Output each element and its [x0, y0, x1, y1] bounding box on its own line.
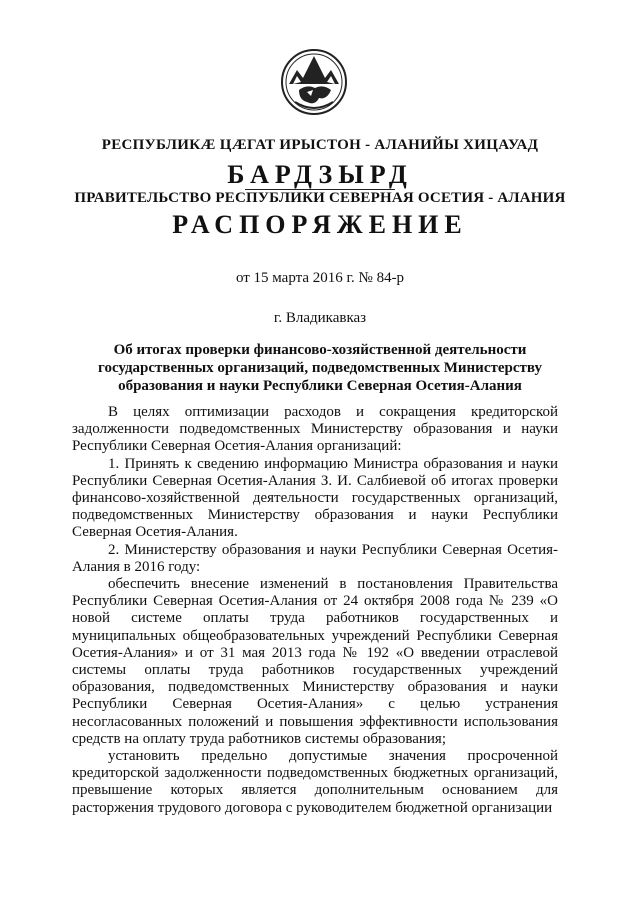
paragraph-item-2-subitem-1: обеспечить внесение изменений в постановления Правительства Республики Северная Осетия-Алания от 24 октября 2008 года № 239 «О новой системе оплаты труда работников государственных и муниципальных общеобразовательных учреждений Республики Северная Осетия-Алания» и от 31 мая 2013 года № 192 «О введении отраслевой системы оплаты труда работников государственных учреждений образования, подведомственных Министерству образования и науки Республики Северная Осетия-Алания» с целью устранения несогласованных положений и повышения эффективности использования средств на оплату труда работников системы образования;: [72, 576, 558, 747]
paragraph-item-1: 1. Принять к сведению информацию Министра образования и науки Республики Северная Осетия-Алания З. И. Салбиевой об итогах проверки финансово-хозяйственной деятельности государственных организаций, подведомственных Министерству образования и науки Республики Северная Осетия-Алания.: [72, 455, 558, 541]
russian-government-name: ПРАВИТЕЛЬСТВО РЕСПУБЛИКИ СЕВЕРНАЯ ОСЕТИЯ - АЛАНИЯ: [74, 190, 566, 206]
document-date-number: от 15 марта 2016 г. № 84-р: [235, 270, 405, 286]
russian-document-type: РАСПОРЯЖЕНИЕ: [172, 210, 468, 239]
paragraph-item-2: 2. Министерству образования и науки Республики Северная Осетия-Алания в 2016 году:: [72, 541, 558, 575]
ossetian-government-name: РЕСПУБЛИКӔ ЦӔГАТ ИРЫСТОН - АЛАНИЙЫ ХИЦАУАД: [101, 137, 539, 153]
paragraph-preamble: В целях оптимизации расходов и сокращения кредиторской задолженности подведомственных Министерству образования и науки Республики Северная Осетия-Алания организаций:: [72, 404, 558, 455]
document-title: Об итогах проверки финансово-хозяйственной деятельности государственных организаций, подведомственных Министерству образования и науки Республики Северная Осетия-Алания: [98, 342, 542, 394]
document-city: г. Владикавказ: [273, 310, 367, 326]
coat-of-arms-emblem: [279, 44, 349, 120]
ossetian-document-type: БАРДЗЫРД: [227, 160, 413, 189]
document-body: [72, 404, 558, 817]
paragraph-item-2-subitem-2: установить предельно допустимые значения просроченной кредиторской задолженности подведомственных бюджетных организаций, превышение которых является дополнительным основанием для расторжения трудового договора с руководителем бюджетной организации: [72, 748, 558, 816]
